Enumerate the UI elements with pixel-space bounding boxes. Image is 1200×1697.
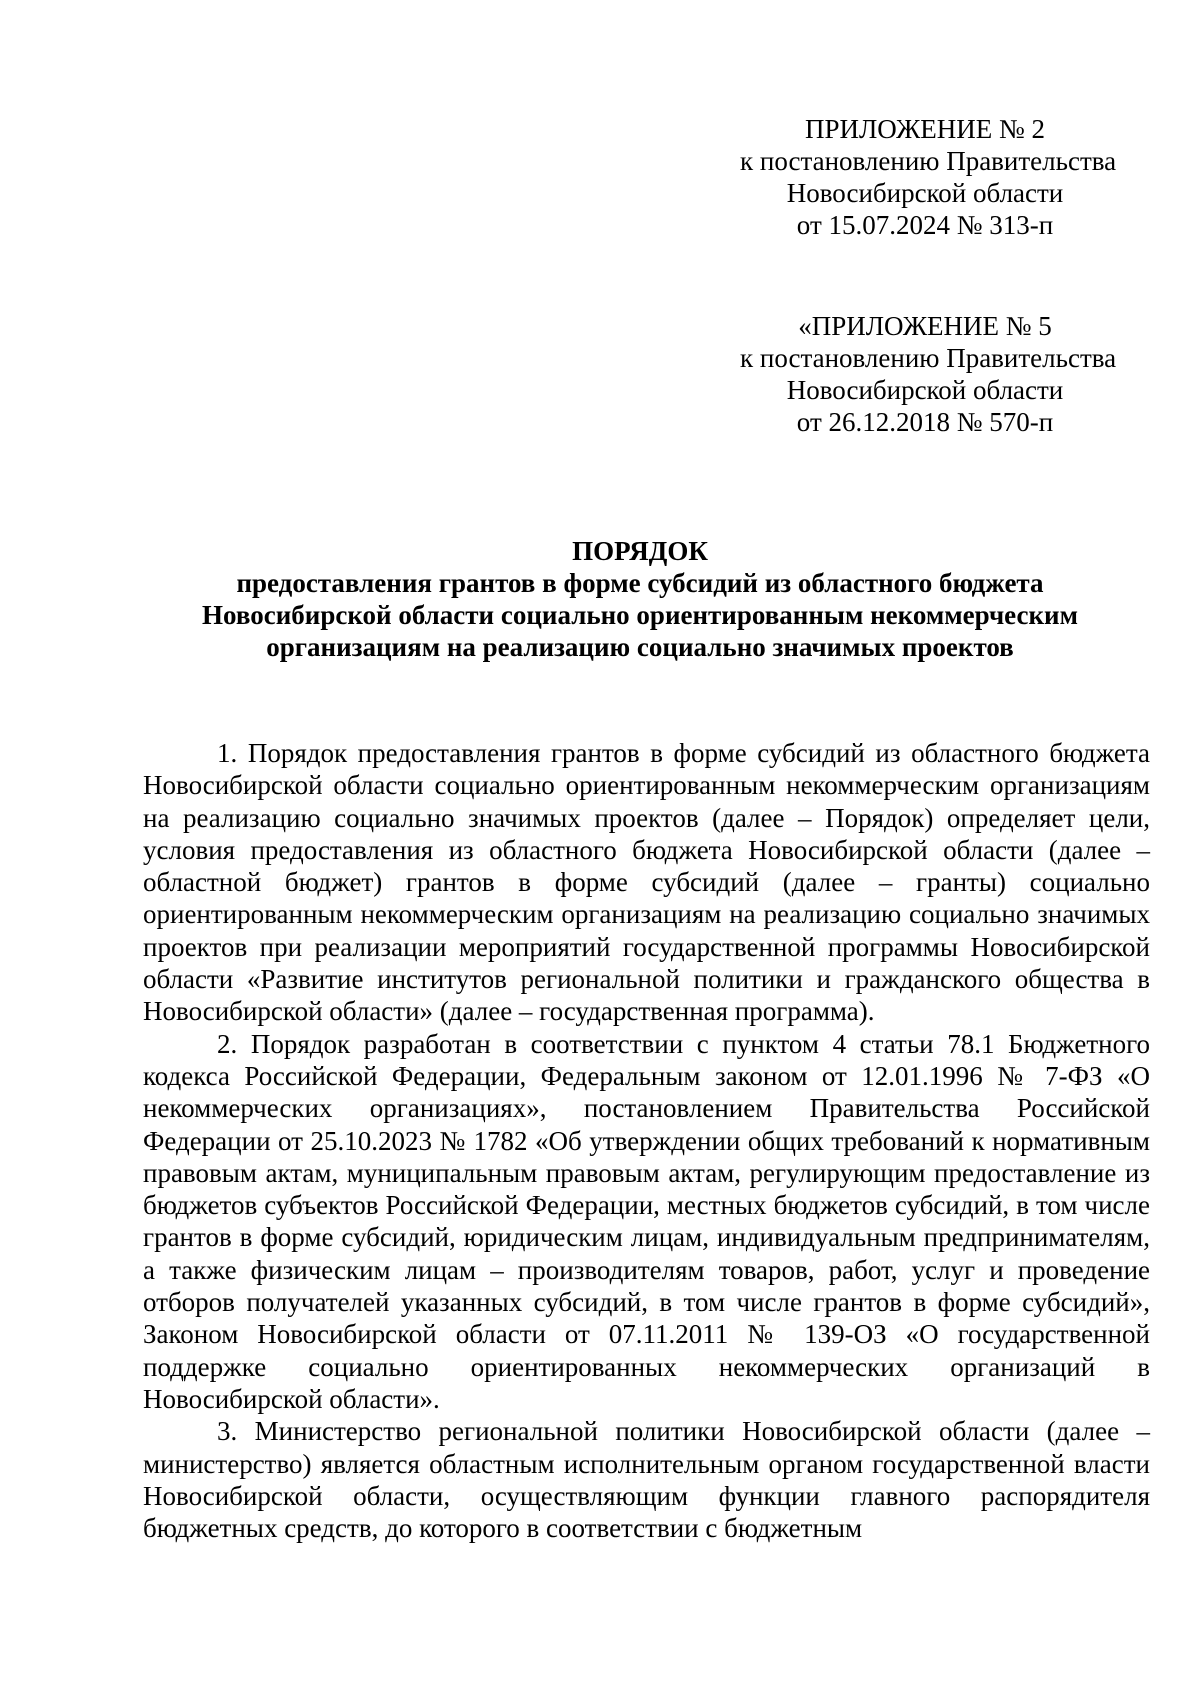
paragraph-1: 1. Порядок предоставления грантов в форме субсидий из областного бюджета Новосибирской области социально ориентированным некоммерческим организациям на реализацию социально значимых проектов (далее – Порядок) определяет цели, условия предоставления из областного бюджета Новосибирской области (далее – областной бюджет) грантов в форме субсидий (далее – гранты) социально ориентированным некоммерческим организациям на реализацию социально значимых проектов при реализации мероприятий государственной программы Новосибирской области «Развитие институтов региональной политики и гражданского общества в Новосибирской области» (далее – государственная программа). [143,738,1150,1027]
appendix-current-line-1: ПРИЛОЖЕНИЕ № 2 [804,114,1046,144]
appendix-original-line-3: Новосибирской области [786,375,1064,405]
appendix-current-line-4: от 15.07.2024 № 313-п [796,210,1054,240]
paragraph-2: 2. Порядок разработан в соответствии с пунктом 4 статьи 78.1 Бюджетного кодекса Российской Федерации, Федеральным законом от 12.01.1996 № 7-ФЗ «О некоммерческих организациях», постановлением Правительства Российской Федерации от 25.10.2023 № 1782 «Об утверждении общих требований к нормативным правовым актам, муниципальным правовым актам, регулирующим предоставление из бюджетов субъектов Российской Федерации, местных бюджетов субсидий, в том числе грантов в форме субсидий, юридическим лицам, индивидуальным предпринимателям, а также физическим лицам – производителям товаров, работ, услуг и проведение отборов получателей указанных субсидий, в том числе грантов в форме субсидий», Законом Новосибирской области от 07.11.2011 № 139-ОЗ «О государственной поддержке социально ориентированных некоммерческих организаций в Новосибирской области». [143,1028,1150,1414]
title-line-3: организациям на реализацию социально значимых проектов [266,632,1014,662]
document-title [140,535,1140,663]
appendix-original-line-4: от 26.12.2018 № 570-п [796,407,1054,437]
appendix-header-original [740,310,1117,438]
title-heading: ПОРЯДОК [572,536,708,566]
title-line-2: Новосибирской области социально ориентированным некоммерческим [202,600,1078,630]
appendix-current-line-3: Новосибирской области [786,178,1064,208]
title-line-1: предоставления грантов в форме субсидий из областного бюджета [236,568,1044,598]
appendix-header-current [740,113,1117,241]
paragraph-3: 3. Министерство региональной политики Новосибирской области (далее – министерство) является областным исполнительным органом государственной власти Новосибирской области, осуществляющим функции главного распорядителя бюджетных средств, до которого в соответствии с бюджетным [143,1416,1150,1544]
appendix-original-line-1: «ПРИЛОЖЕНИЕ № 5 [798,311,1052,341]
appendix-current-line-2: к постановлению Правительства [740,146,1117,176]
appendix-original-line-2: к постановлению Правительства [740,343,1117,373]
document-body [143,737,1150,1544]
